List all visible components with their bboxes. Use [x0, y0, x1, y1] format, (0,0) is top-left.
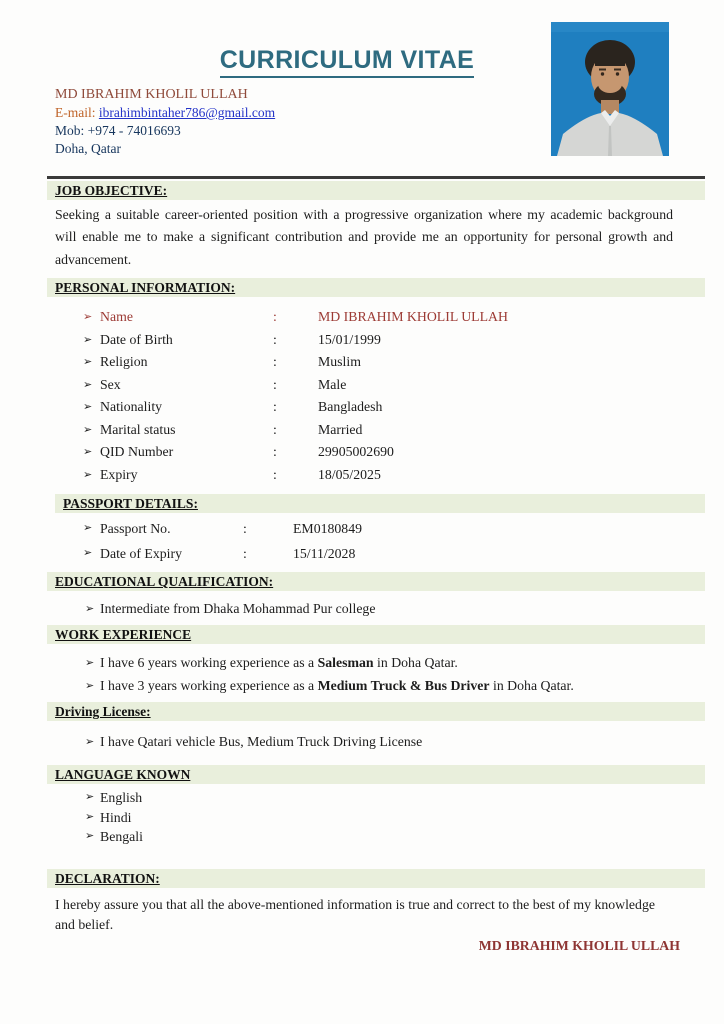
field-label: Nationality: [100, 399, 163, 415]
arrow-bullet-icon: ➢: [83, 547, 93, 560]
work-item-role: Medium Truck & Bus Driver: [317, 677, 490, 693]
arrow-bullet-icon: ➢: [85, 736, 95, 749]
colon-separator: :: [273, 354, 277, 370]
arrow-bullet-icon: ➢: [83, 468, 93, 481]
section-heading-language-known: LANGUAGE KNOWN: [47, 765, 705, 784]
arrow-bullet-icon: ➢: [85, 657, 95, 670]
field-label: Sex: [100, 376, 121, 392]
field-label: Marital status: [100, 421, 176, 437]
field-label: Date of Expiry: [100, 546, 182, 562]
passport-details-list: [47, 516, 705, 566]
field-label: Expiry: [100, 466, 138, 482]
list-item: [47, 827, 705, 847]
field-value: Muslim: [318, 354, 361, 370]
section-heading-job-objective: JOB OBJECTIVE:: [47, 181, 705, 200]
arrow-bullet-icon: ➢: [85, 679, 95, 692]
arrow-bullet-icon: ➢: [85, 603, 95, 616]
education-list: [47, 598, 705, 620]
language-item: Hindi: [100, 809, 132, 825]
arrow-bullet-icon: ➢: [83, 522, 93, 535]
section-heading-work-experience: WORK EXPERIENCE: [47, 625, 705, 644]
email-label: E-mail:: [55, 105, 96, 120]
contact-block: [55, 86, 275, 158]
arrow-bullet-icon: ➢: [83, 423, 93, 436]
field-label: Passport No.: [100, 521, 171, 537]
field-label: QID Number: [100, 444, 174, 460]
work-experience-list: [47, 652, 705, 697]
personal-info-row-nationality: [47, 396, 705, 419]
section-heading-declaration: DECLARATION:: [47, 869, 705, 888]
page-title: CURRICULUM VITAE: [220, 46, 475, 78]
cv-content: [47, 176, 705, 956]
colon-separator: :: [273, 331, 277, 347]
arrow-bullet-icon: ➢: [85, 810, 95, 823]
colon-separator: :: [273, 421, 277, 437]
personal-information-list: [47, 306, 705, 486]
colon-separator: :: [273, 376, 277, 392]
field-value: Married: [318, 421, 363, 437]
personal-info-row-marital-status: [47, 419, 705, 442]
colon-separator: :: [273, 309, 277, 325]
contact-name: MD IBRAHIM KHOLIL ULLAH: [55, 87, 248, 102]
field-value: 15/01/1999: [318, 331, 381, 347]
personal-info-row-name: [47, 306, 705, 329]
list-item: [47, 675, 705, 698]
list-item: [47, 808, 705, 828]
field-value: 15/11/2028: [293, 546, 356, 562]
work-item-text: I have 3 years working experience as a Medium Truck & Bus Driver in Doha Qatar.: [100, 677, 574, 693]
passport-photo: [551, 22, 669, 156]
arrow-bullet-icon: ➢: [83, 378, 93, 391]
declaration-text: I hereby assure you that all the above-mentioned information is true and correct to the best of my knowledge and belief.: [55, 896, 655, 933]
personal-info-row-religion: [47, 351, 705, 374]
passport-photo-image: [551, 22, 669, 156]
education-item-text: Intermediate from Dhaka Mohammad Pur college: [100, 601, 376, 617]
field-value: 29905002690: [318, 444, 394, 460]
field-value: MD IBRAHIM KHOLIL ULLAH: [318, 309, 508, 325]
colon-separator: :: [243, 546, 247, 562]
contact-mobile: Mob: +974 - 74016693: [55, 123, 181, 138]
job-objective-text: Seeking a suitable career-oriented position with a progressive organization where my academic background will enable me to make a significant contribution and provide me an opportunity for personal growth and advancement.: [55, 207, 673, 267]
list-item: [47, 731, 705, 753]
arrow-bullet-icon: ➢: [83, 446, 93, 459]
list-item: [47, 598, 705, 620]
top-divider-line: [47, 176, 705, 179]
language-item: Bengali: [100, 829, 143, 845]
signature-name: MD IBRAHIM KHOLIL ULLAH: [478, 937, 680, 953]
field-value: Male: [318, 376, 347, 392]
field-label: Date of Birth: [100, 331, 173, 347]
contact-location: Doha, Qatar: [55, 141, 121, 156]
field-value: Bangladesh: [318, 399, 383, 415]
arrow-bullet-icon: ➢: [83, 401, 93, 414]
colon-separator: :: [273, 466, 277, 482]
work-item-role: Salesman: [317, 655, 374, 671]
colon-separator: :: [243, 521, 247, 537]
driving-license-list: [47, 731, 705, 753]
personal-info-row-dob: [47, 329, 705, 352]
arrow-bullet-icon: ➢: [85, 830, 95, 843]
colon-separator: :: [273, 399, 277, 415]
field-label: Name: [100, 309, 133, 325]
driving-license-text: I have Qatari vehicle Bus, Medium Truck Driving License: [100, 734, 423, 750]
personal-info-row-qid: [47, 441, 705, 464]
field-value: EM0180849: [293, 521, 362, 537]
section-heading-passport-details: PASSPORT DETAILS:: [55, 494, 705, 513]
personal-info-row-expiry: [47, 464, 705, 487]
arrow-bullet-icon: ➢: [83, 333, 93, 346]
personal-info-row-sex: [47, 374, 705, 397]
section-heading-personal-information: PERSONAL INFORMATION:: [47, 278, 705, 297]
contact-email-line: [55, 104, 275, 122]
field-label: Religion: [100, 354, 148, 370]
field-value: 18/05/2025: [318, 466, 381, 482]
language-list: [47, 788, 705, 847]
section-heading-driving-license: Driving License:: [47, 702, 705, 721]
passport-row-number: [47, 516, 705, 541]
language-item: English: [100, 790, 143, 806]
arrow-bullet-icon: ➢: [85, 791, 95, 804]
arrow-bullet-icon: ➢: [83, 311, 93, 324]
list-item: [47, 788, 705, 808]
section-heading-educational-qualification: EDUCATIONAL QUALIFICATION:: [47, 572, 705, 591]
email-link[interactable]: ibrahimbintaher786@gmail.com: [98, 105, 276, 120]
work-item-text: I have 6 years working experience as a Salesman in Doha Qatar.: [100, 655, 458, 671]
list-item: [47, 652, 705, 675]
colon-separator: :: [273, 444, 277, 460]
arrow-bullet-icon: ➢: [83, 356, 93, 369]
passport-row-expiry: [47, 541, 705, 566]
